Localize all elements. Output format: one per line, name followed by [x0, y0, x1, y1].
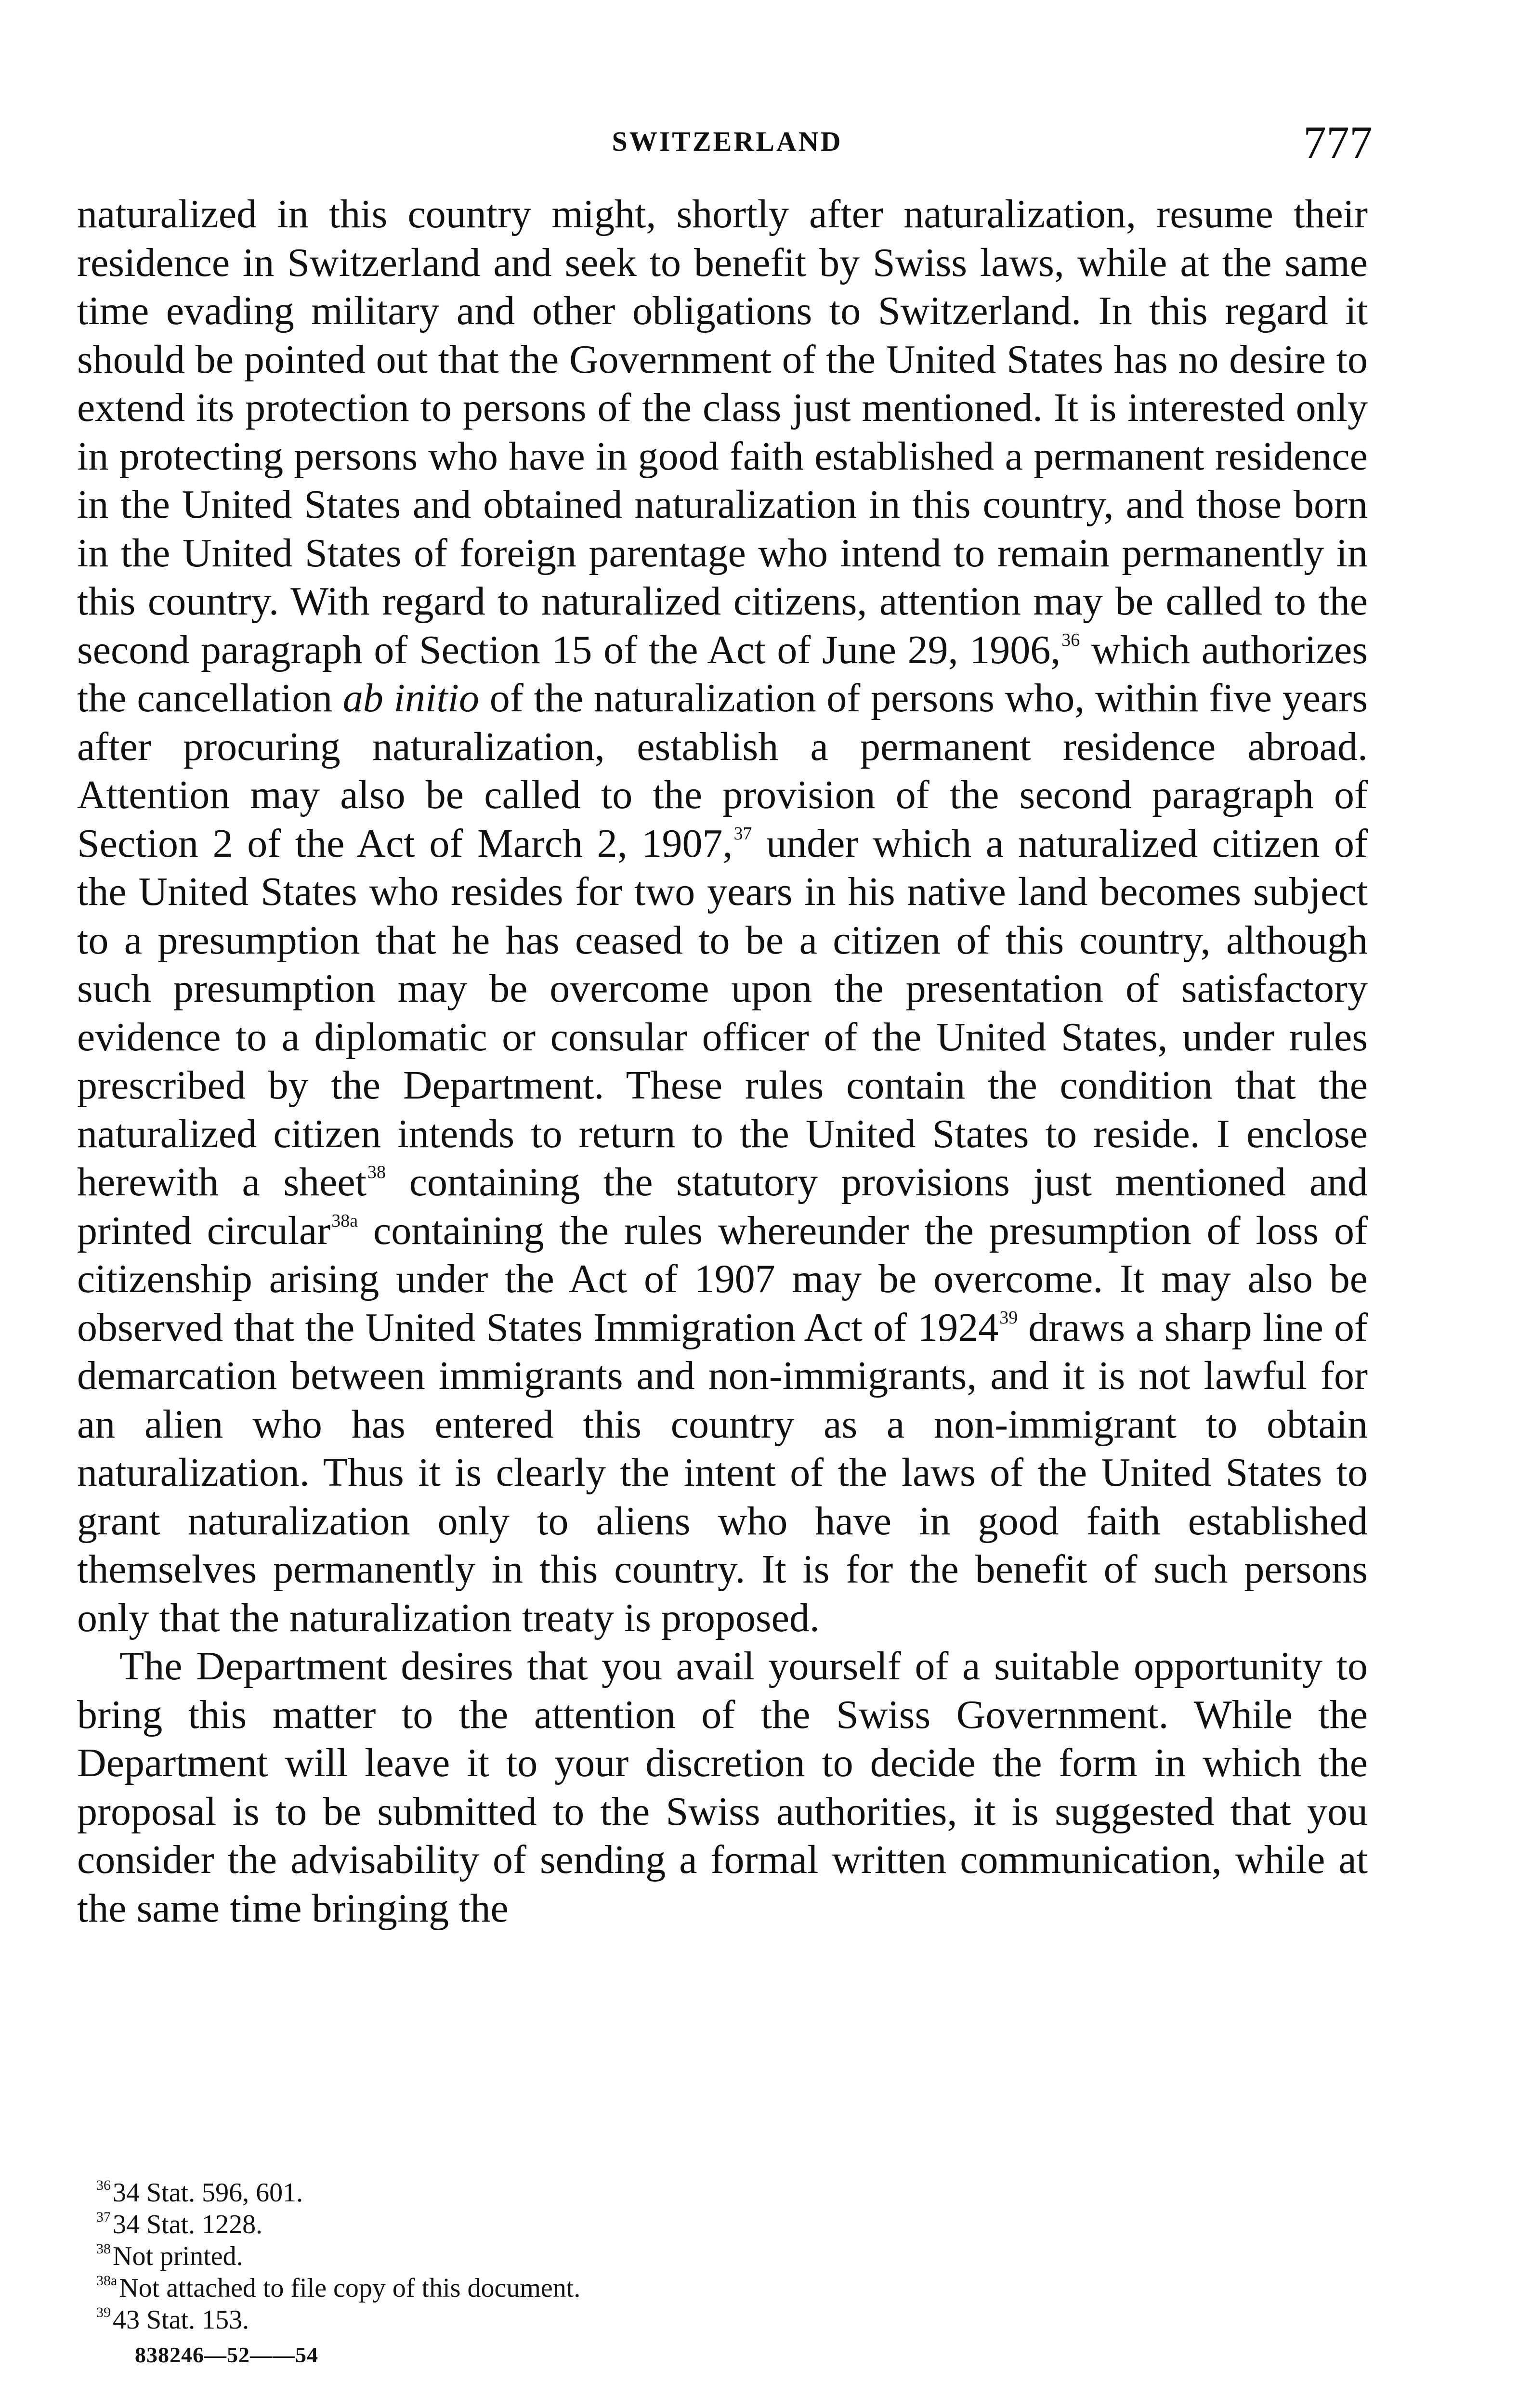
footnote-mark: 37 — [96, 2209, 111, 2225]
footnote-text: 43 Stat. 153. — [113, 2305, 249, 2335]
running-title: SWITZERLAND — [612, 126, 843, 157]
footnote-text: 34 Stat. 596, 601. — [113, 2178, 303, 2208]
text-run: of the naturalization of persons who, within five years after procuring naturalization, establish a permanent residence abroad. Attention may also be called to the provision of the second paragraph of Section 2 of the Act of March 2, 1907, — [77, 676, 1368, 866]
text-run: which authorizes the cancellation — [77, 627, 1368, 720]
footnote-mark: 36 — [96, 2177, 111, 2193]
body-text — [77, 190, 1368, 1933]
footnote-mark: 39 — [96, 2304, 111, 2320]
text-run: containing the statutory provisions just mentioned and printed circular — [77, 1160, 1368, 1253]
footnote — [96, 2304, 1348, 2336]
running-head — [82, 116, 1373, 173]
text-run: draws a sharp line of demarcation between immigrants and non-immigrants, and it is not lawful for an alien who has entered this country as a non-immigrant to obtain naturalization. Thus it is clearly the intent of the laws of the United States to grant naturalization only to aliens who have in good faith established themselves permanently in this country. It is for the benefit of such persons only that the naturalization treaty is proposed. — [77, 1305, 1368, 1640]
footnote-ref: 38 — [367, 1162, 386, 1182]
footnote-ref: 37 — [733, 823, 752, 844]
italic-phrase: ab initio — [342, 676, 480, 720]
footnote — [96, 2240, 1348, 2272]
page-number: 777 — [1303, 117, 1373, 168]
footnote — [96, 2209, 1348, 2240]
footnote-ref: 39 — [999, 1307, 1018, 1328]
text-run: naturalized in this country might, shortly after naturalization, resume their residence in Switzerland and seek to benefit by Swiss laws, while at the same time evading military and other obligations to Switzerland. In this regard it should be pointed out that the Government of the United States has no desire to extend its protection to persons of the class just mentioned. It is interested only in protecting persons who have in good faith established a permanent residence in the United States and obtained naturalization in this country, and those born in the United States of foreign parentage who intend to remain permanently in this country. With regard to naturalized citizens, attention may be called to the second paragraph of Section 15 of the Act of June 29, 1906, — [77, 192, 1368, 672]
footnotes — [96, 2177, 1348, 2374]
footnote-ref: 38a — [331, 1210, 358, 1231]
footnote-mark: 38a — [96, 2273, 118, 2289]
print-code: 838246—52——54 — [135, 2343, 318, 2367]
text-run: containing the rules whereunder the presumption of loss of citizenship arising under the Act of 1907 may be overcome. It may also be observed that the United States Immigration Act of 1924 — [77, 1208, 1368, 1350]
footnote — [96, 2272, 1348, 2304]
footnote-ref: 36 — [1061, 629, 1080, 650]
footnote-text: Not attached to file copy of this document. — [119, 2273, 581, 2303]
footnote-text: 34 Stat. 1228. — [113, 2210, 263, 2239]
footnote-text: Not printed. — [113, 2241, 243, 2271]
footnote — [96, 2177, 1348, 2209]
paragraph-1 — [77, 190, 1368, 1642]
text-run: under which a naturalized citizen of the United States who resides for two years in his native land becomes subject to a presumption that he has ceased to be a citizen of this country, although such presumption may be overcome upon the presentation of satisfactory evidence to a diplomatic or consular officer of the United States, under rules prescribed by the Department. These rules contain the condition that the naturalized citizen intends to return to the United States to reside. I enclose herewith a sheet — [77, 821, 1368, 1204]
paragraph-2: The Department desires that you avail yourself of a suitable opportunity to bring this matter to the attention of the Swiss Government. While the Department will leave it to your discretion to decide the form in which the proposal is to be submitted to the Swiss authorities, it is suggested that you consider the advisability of sending a formal written communication, while at the same time bringing the — [77, 1644, 1368, 1931]
footnote-mark: 38 — [96, 2241, 111, 2257]
